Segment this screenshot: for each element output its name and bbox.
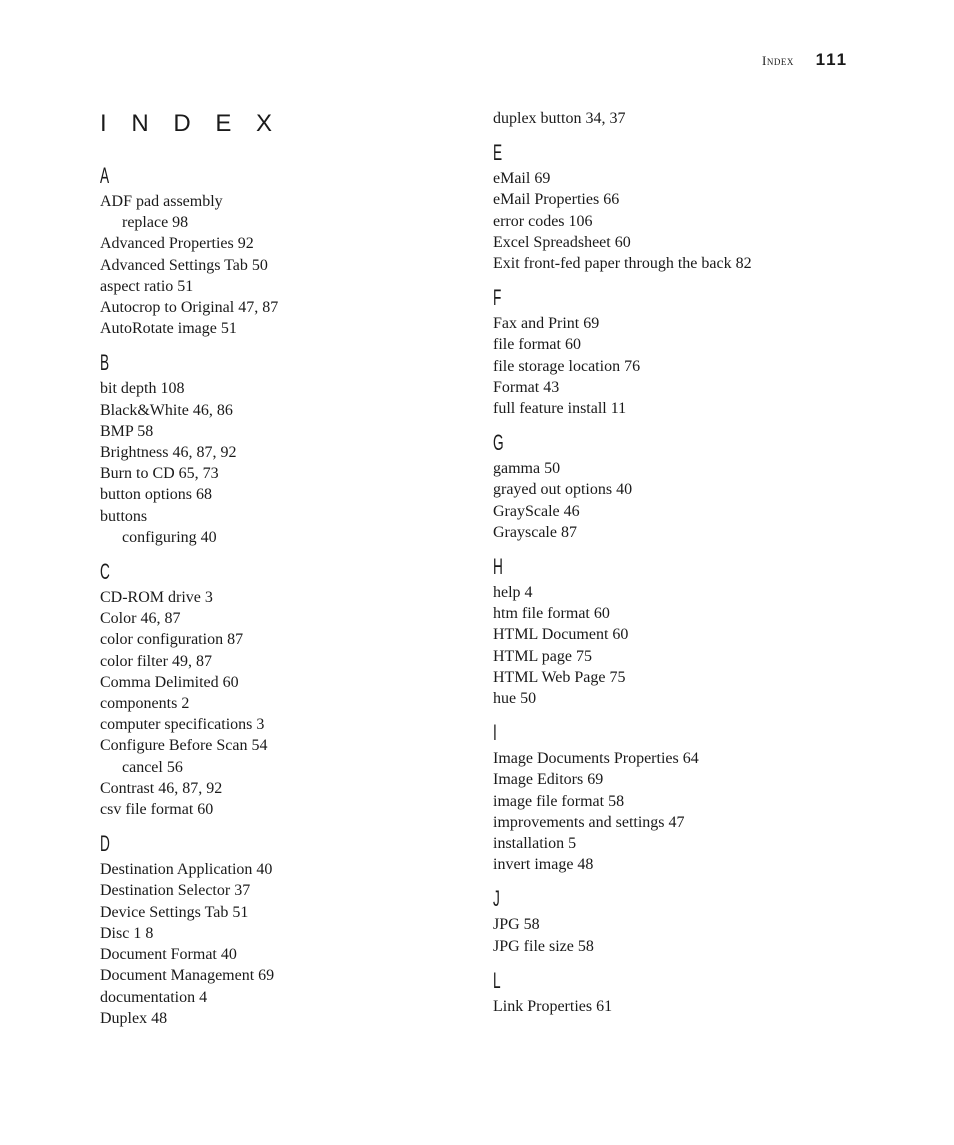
index-entry: Contrast 46, 87, 92 [100,779,223,797]
index-entry: Device Settings Tab 51 [100,903,249,921]
section-letter: G [493,430,504,456]
index-entry: HTML page 75 [493,647,592,665]
index-subentry: configuring 40 [122,528,217,546]
index-entry: components 2 [100,695,190,713]
index-section [493,718,873,875]
section-letter: F [493,285,502,311]
section-letter: D [100,831,110,857]
index-entry: bit depth 108 [100,380,185,398]
section-letter: C [100,559,110,585]
index-entry: Advanced Properties 92 [100,235,254,253]
index-column-left [100,161,480,1038]
index-entry: HTML Document 60 [493,626,629,644]
section-letter: H [493,554,503,580]
index-section [493,884,873,956]
index-entry: Fax and Print 69 [493,315,600,333]
index-entry: improvements and settings 47 [493,813,685,831]
index-entry: error codes 106 [493,212,593,230]
index-section [493,966,873,1017]
index-entry: duplex button 34, 37 [493,110,626,127]
index-entry: JPG file size 58 [493,937,594,955]
index-entry: Grayscale 87 [493,523,577,541]
index-entry: Color 46, 87 [100,610,181,628]
index-entry: AutoRotate image 51 [100,320,237,338]
section-letter: I [493,720,497,746]
index-entry: color configuration 87 [100,631,244,649]
index-entry: computer specifications 3 [100,716,265,734]
index-entry: Image Documents Properties 64 [493,750,699,768]
index-entry: file format 60 [493,336,581,354]
index-section [493,108,873,129]
index-entry: csv file format 60 [100,801,214,819]
index-entry: Configure Before Scan 54 [100,737,268,755]
index-entry: Duplex 48 [100,1009,168,1027]
index-entry: documentation 4 [100,988,208,1006]
index-section [493,552,873,709]
index-entry: grayed out options 40 [493,481,633,499]
index-entry: Image Editors 69 [493,771,604,789]
index-entry: Brightness 46, 87, 92 [100,444,237,462]
index-column-right [493,108,873,1026]
index-entry: aspect ratio 51 [100,277,194,295]
index-entry: color filter 49, 87 [100,652,212,670]
index-entry: Autocrop to Original 47, 87 [100,299,279,317]
index-entry: image file format 58 [493,792,625,810]
index-section [100,348,480,548]
index-entry: button options 68 [100,486,213,504]
index-entry: GrayScale 46 [493,502,580,520]
index-entry: installation 5 [493,835,577,853]
running-head [762,50,848,70]
index-section [100,557,480,820]
index-entry: Black&White 46, 86 [100,401,233,419]
index-section [493,283,873,419]
index-entry: Document Management 69 [100,967,275,985]
index-title: I N D E X [100,110,282,137]
index-entry: BMP 58 [100,422,154,440]
index-entry: Advanced Settings Tab 50 [100,256,268,274]
section-letter: J [493,886,500,912]
index-entry: Excel Spreadsheet 60 [493,233,631,251]
index-entry: help 4 [493,584,533,602]
index-entry: Document Format 40 [100,946,237,964]
section-letter: B [100,350,110,376]
section-letter: A [100,163,110,188]
page-number: 111 [815,50,849,69]
index-entry: eMail 69 [493,170,551,188]
index-entry: gamma 50 [493,460,561,478]
index-subentry: cancel 56 [122,758,183,776]
index-section [100,161,480,339]
index-entry: JPG 58 [493,916,540,934]
index-entry: full feature install 11 [493,400,627,418]
index-entry: Exit front-fed paper through the back 82 [493,255,752,273]
index-entry: Link Properties 61 [493,997,613,1015]
index-entry: HTML Web Page 75 [493,668,626,686]
section-letter: E [493,140,503,166]
index-entry: ADF pad assembly [100,193,223,210]
index-entry: CD-ROM drive 3 [100,589,213,607]
index-entry: Burn to CD 65, 73 [100,465,219,483]
index-entry: file storage location 76 [493,357,641,375]
index-entry: Format 43 [493,378,560,396]
running-head-title: Index [762,53,794,68]
index-entry: eMail Properties 66 [493,191,620,209]
index-section [493,428,873,543]
index-entry: hue 50 [493,690,537,708]
index-entry: invert image 48 [493,856,594,874]
section-letter: L [493,967,501,993]
index-entry: buttons [100,507,148,525]
index-entry: Comma Delimited 60 [100,673,239,691]
index-entry: Destination Application 40 [100,861,273,879]
index-subentry: replace 98 [122,214,189,232]
index-entry: Destination Selector 37 [100,882,251,900]
index-section [100,829,480,1029]
index-entry: Disc 1 8 [100,924,154,942]
index-entry: htm file format 60 [493,605,610,623]
index-section [493,138,873,274]
